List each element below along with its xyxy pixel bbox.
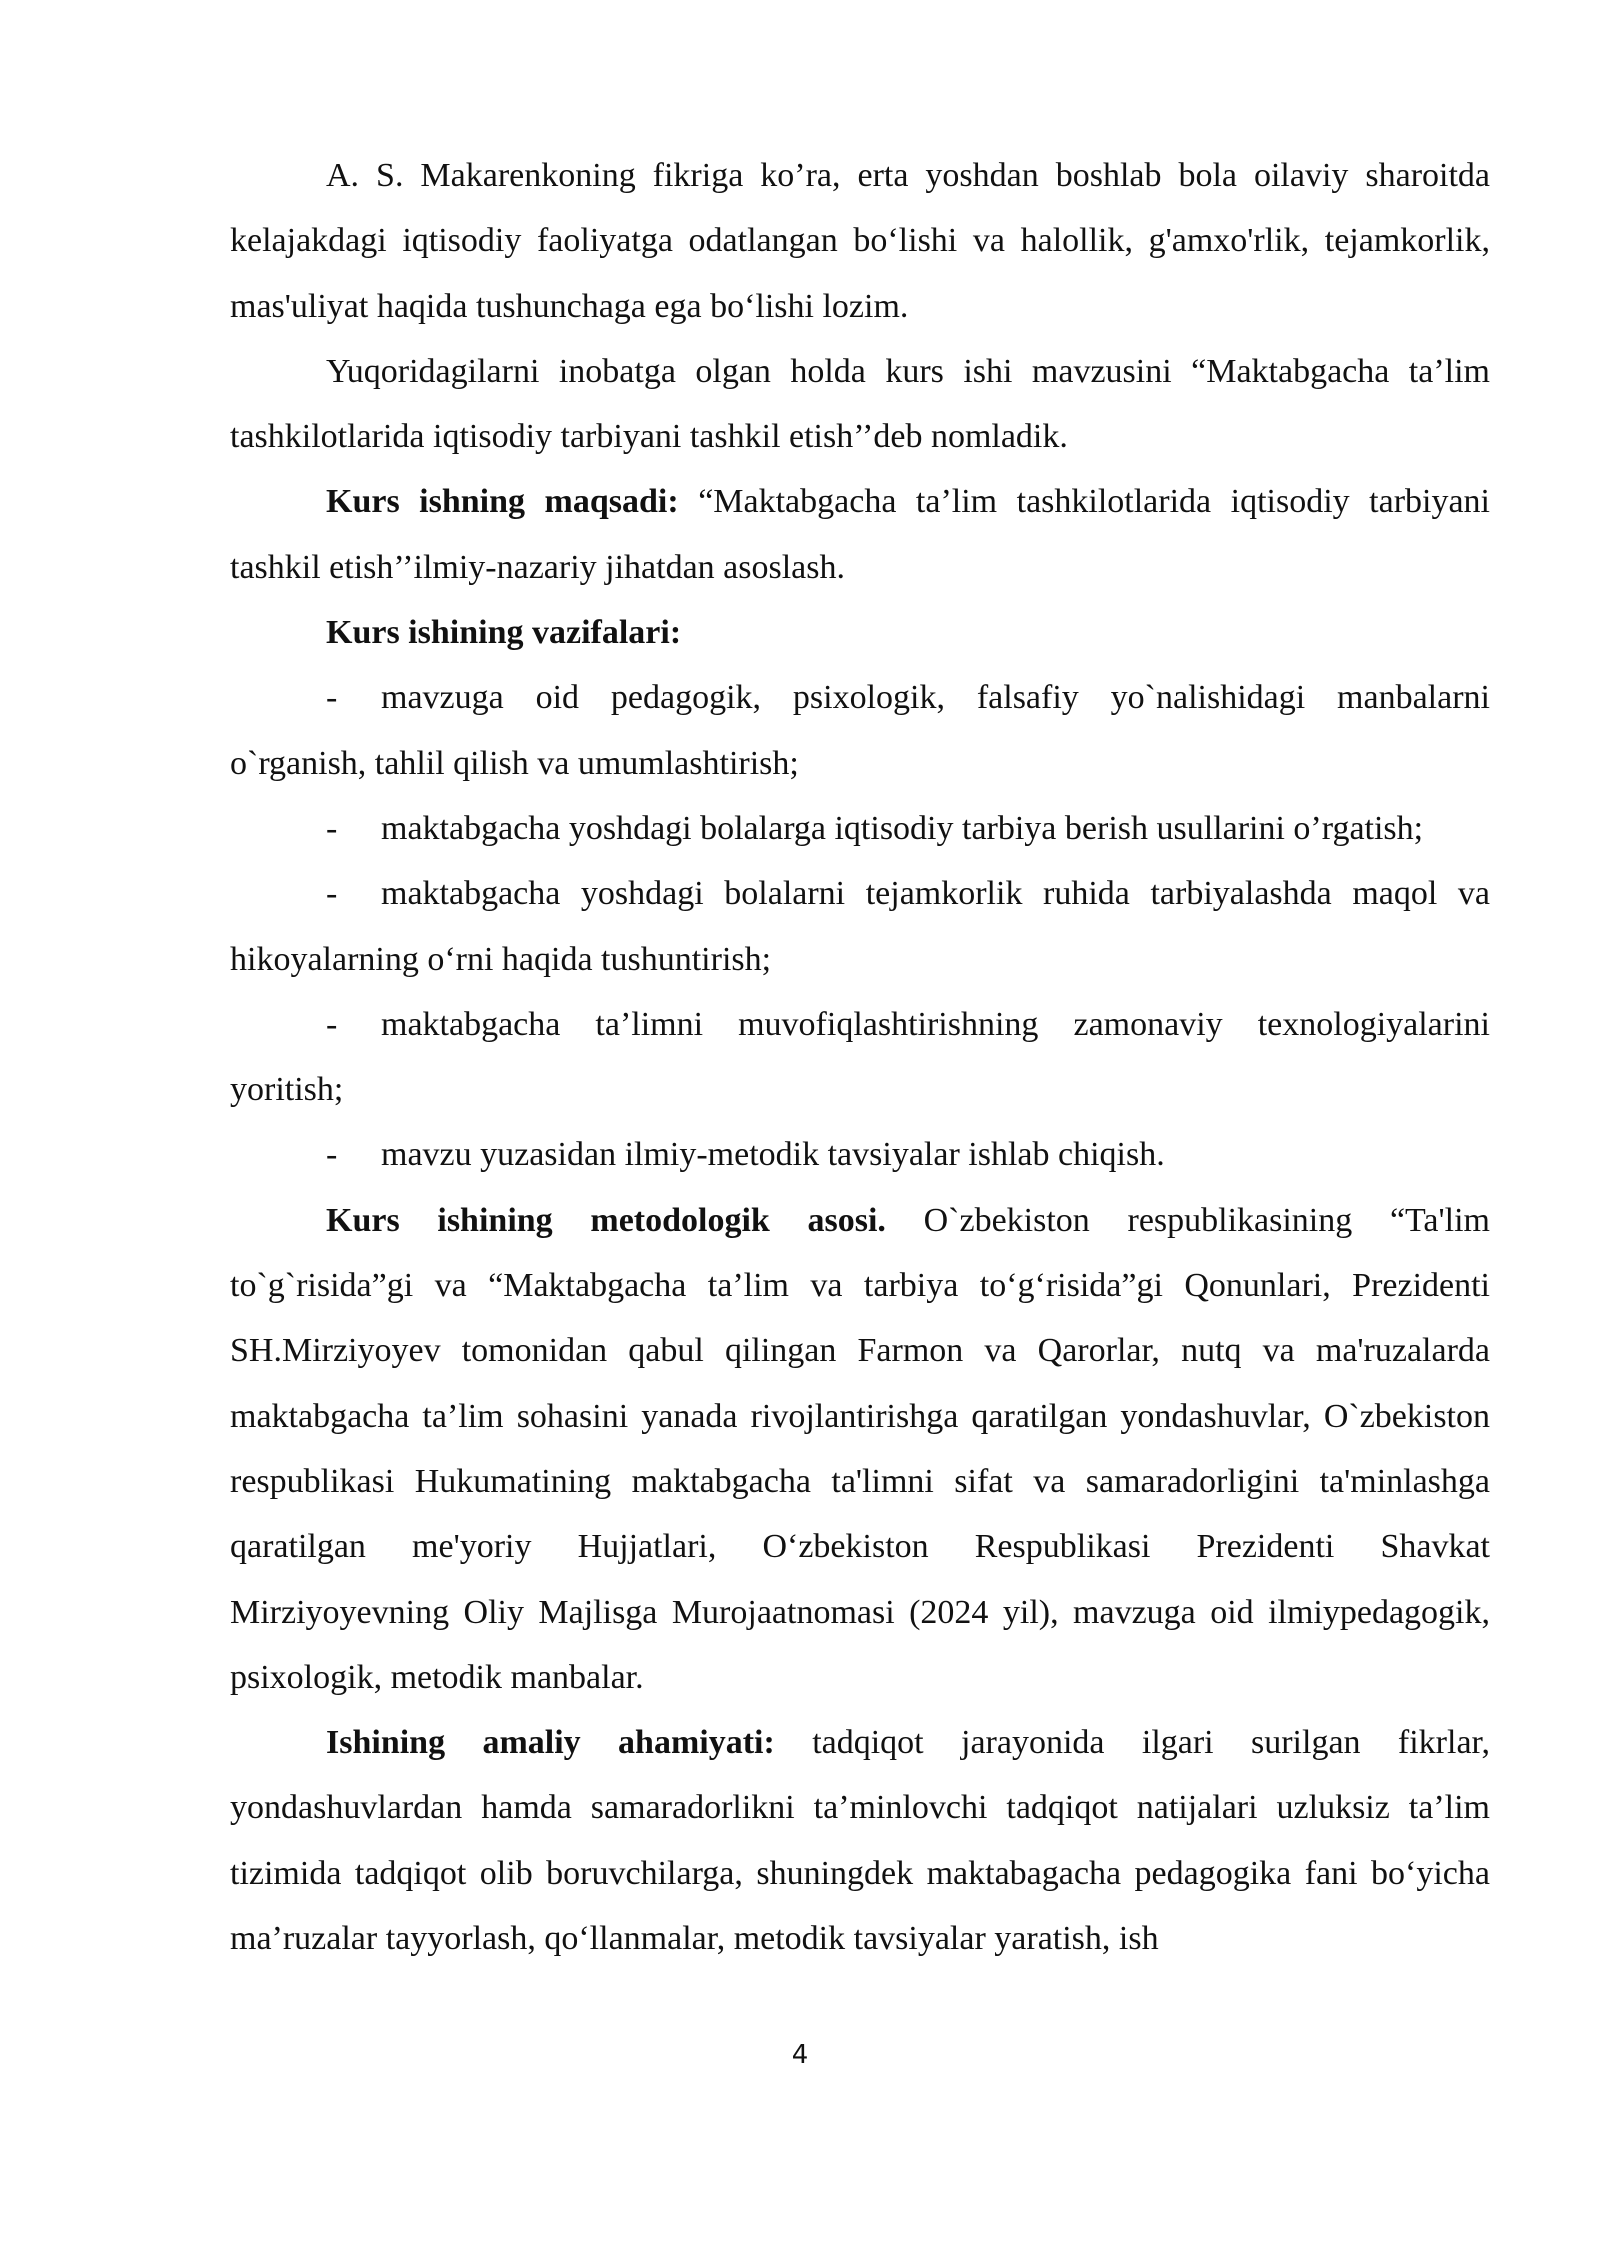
- task-item: [230, 665, 1490, 796]
- list-dash: -: [326, 679, 338, 717]
- task-text: mavzuga oid pedagogik, psixologik, falsafiy yo`nalishidagi manbalarni o`rganish, tahlil qilish va umumlashtirish;: [230, 679, 1490, 782]
- task-text: maktabgacha yoshdagi bolalarga iqtisodiy tarbiya berish usullarini o’rgatish;: [381, 809, 1424, 847]
- topic-paragraph: Yuqoridagilarni inobatga olgan holda kurs ishi mavzusini “Maktabgacha ta’lim tashkilotlarida iqtisodiy tarbiyani tashkil etish’’deb nomladik.: [230, 352, 1490, 456]
- list-dash: -: [326, 1005, 338, 1043]
- intro-paragraph: A. S. Makarenkoning fikriga ko’ra, erta yoshdan boshlab bola oilaviy sharoitda kelajakdagi iqtisodiy faoliyatga odatlangan bo‘lishi va halollik, g'amxo'rlik, tejamkorlik, mas'uliyat haqida tushunchaga ega bo‘lishi lozim.: [230, 157, 1490, 325]
- goal-text: “Maktabgacha ta’lim tashkilotlarida iqtisodiy tarbiyani tashkil etish’’ilmiy-nazariy jihatdan asoslash.: [230, 483, 1490, 586]
- methodology-text: O`zbekiston respublikasining “Ta'lim to`g`risida”gi va “Maktabgacha ta’lim va tarbiya to‘g‘risida”gi Qonunlari, Prezidenti SH.Mirziyoyev tomonidan qabul qilingan Farmon va Qarorlar, nutq va ma'ruzalarda maktabgacha ta’lim sohasini yanada rivojlantirishga qaratilgan yondashuvlar, O`zbekiston respublikasi Hukumatining maktabgacha ta'limni sifat va samaradorligini ta'minlashga qaratilgan me'yoriy Hujjatlari, O‘zbekiston Respublikasi Prezidenti Shavkat Mirziyoyevning Oliy Majlisga Murojaatnomasi (2024 yil), mavzuga oid ilmiypedagogik, psixologik, metodik manbalar.: [230, 1201, 1490, 1696]
- document-body: [230, 143, 1490, 1971]
- practical-text: tadqiqot jarayonida ilgari surilgan fikrlar, yondashuvlardan hamda samaradorlikni ta’minlovchi tadqiqot natijalari uzluksiz ta’lim tizimida tadqiqot olib boruvchilarga, shuningdek maktabagacha pedagogika fani bo‘yicha ma’ruzalar tayyorlash, qo‘llanmalar, metodik tavsiyalar yaratish, ish: [230, 1724, 1490, 1958]
- methodology-label: Kurs ishining metodologik asosi.: [326, 1201, 886, 1239]
- task-text: maktabgacha yoshdagi bolalarni tejamkorlik ruhida tarbiyalashda maqol va hikoyalarning o‘rni haqida tushuntirish;: [230, 875, 1490, 978]
- goal-paragraph: [230, 469, 1490, 600]
- practical-paragraph: [230, 1710, 1490, 1971]
- task-item: [230, 796, 1490, 861]
- practical-label: Ishining amaliy ahamiyati:: [326, 1724, 775, 1762]
- page-number: 4: [791, 2040, 809, 2070]
- task-item: [230, 1122, 1490, 1187]
- tasks-heading: Kurs ishining vazifalari:: [326, 614, 682, 652]
- list-dash: -: [326, 1136, 338, 1174]
- task-item: [230, 861, 1490, 992]
- list-dash: -: [326, 809, 338, 847]
- list-dash: -: [326, 875, 338, 913]
- task-item: [230, 992, 1490, 1123]
- task-text: mavzu yuzasidan ilmiy-metodik tavsiyalar ishlab chiqish.: [381, 1136, 1165, 1174]
- goal-label: Kurs ishning maqsadi:: [326, 483, 679, 521]
- methodology-paragraph: [230, 1188, 1490, 1710]
- task-text: maktabgacha ta’limni muvofiqlashtirishning zamonaviy texnologiyalarini yoritish;: [230, 1005, 1490, 1109]
